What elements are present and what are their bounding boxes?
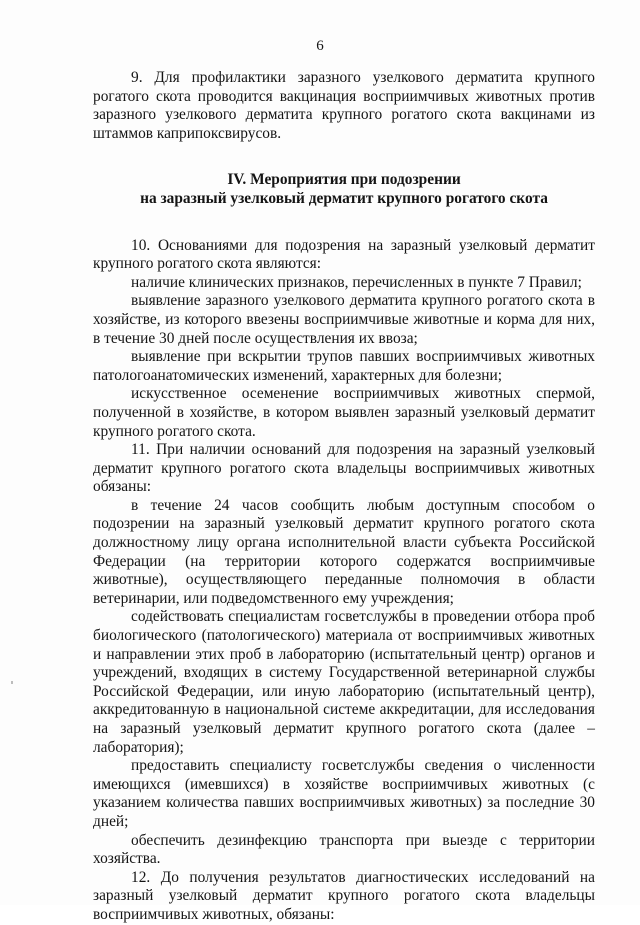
list-item: наличие клинических признаков, перечисленных в пункте 7 Правил; [131,273,582,291]
section-heading [93,171,595,208]
paragraph-10: 10. Основаниями для подозрения на заразный узелковый дерматит крупного рогатого скота являются: [93,236,595,273]
scan-mark [11,681,13,684]
list-item: выявление при вскрытии трупов павших восприимчивых животных патологоанатомических изменений, характерных для болезни; [93,348,595,384]
section-heading-line-1: IV. Мероприятия при подозрении [227,171,461,189]
document-body [93,69,595,925]
page-number: 6 [316,38,324,54]
paragraph-9: 9. Для профилактики заразного узелкового дерматита крупного рогатого скота проводится вакцинация восприимчивых животных против заразного узелкового дерматита крупного рогатого скота вакцинами из штаммов каприпоксвирусов. [93,69,595,142]
paragraph-11: 11. При наличии оснований для подозрения на заразный узелковый дерматит крупного рогатого скота владельцы восприимчивых животных обязаны: [93,441,595,496]
list-item: искусственное осеменение восприимчивых животных спермой, полученной в хозяйстве, в котором выявлен заразный узелковый дерматит крупного рогатого скота. [93,385,595,440]
list-item: предоставить специалисту госветслужбы сведения о численности имеющихся (имевшихся) в хозяйстве восприимчивых животных (с указанием количества павших восприимчивых животных) за последние 30 дней; [93,757,595,830]
list-item: выявление заразного узелкового дерматита крупного рогатого скота в хозяйстве, из которого ввезены восприимчивые животные и корма для них, в течение 30 дней после осуществления их ввоза; [93,292,595,347]
list-item: обеспечить дезинфекцию транспорта при выезде с территории хозяйства. [93,831,595,868]
paragraph-12: 12. До получения результатов диагностических исследований на заразный узелковый дерматит крупного рогатого скота владельцы восприимчивых животных, обязаны: [93,868,595,923]
list-item: в течение 24 часов сообщить любым доступным способом о подозрении на заразный узелковый дерматит крупного рогатого скота должностному лицу органа исполнительной власти субъекта Российской Федерации (на территории которого содержатся восприимчивые животные), осуществляющего переданные полномочия в области ветеринарии, или подведомственного ему учреждения; [93,496,595,607]
section-heading-line-2: на заразный узелковый дерматит крупного рогатого скота [140,189,548,207]
list-item: содействовать специалистам госветслужбы в проведении отбора проб биологического (патологического) материала от восприимчивых животных и направлении этих проб в лабораторию (испытательный центр) органов и учреждений, входящих в систему Государственной ветеринарной службы Российской Федерации, или иную лабораторию (испытательный центр), аккредитованную в национальной системе аккредитации, для исследования на заразный узелковый дерматит крупного рогатого скота (далее – лаборатория); [93,608,595,756]
